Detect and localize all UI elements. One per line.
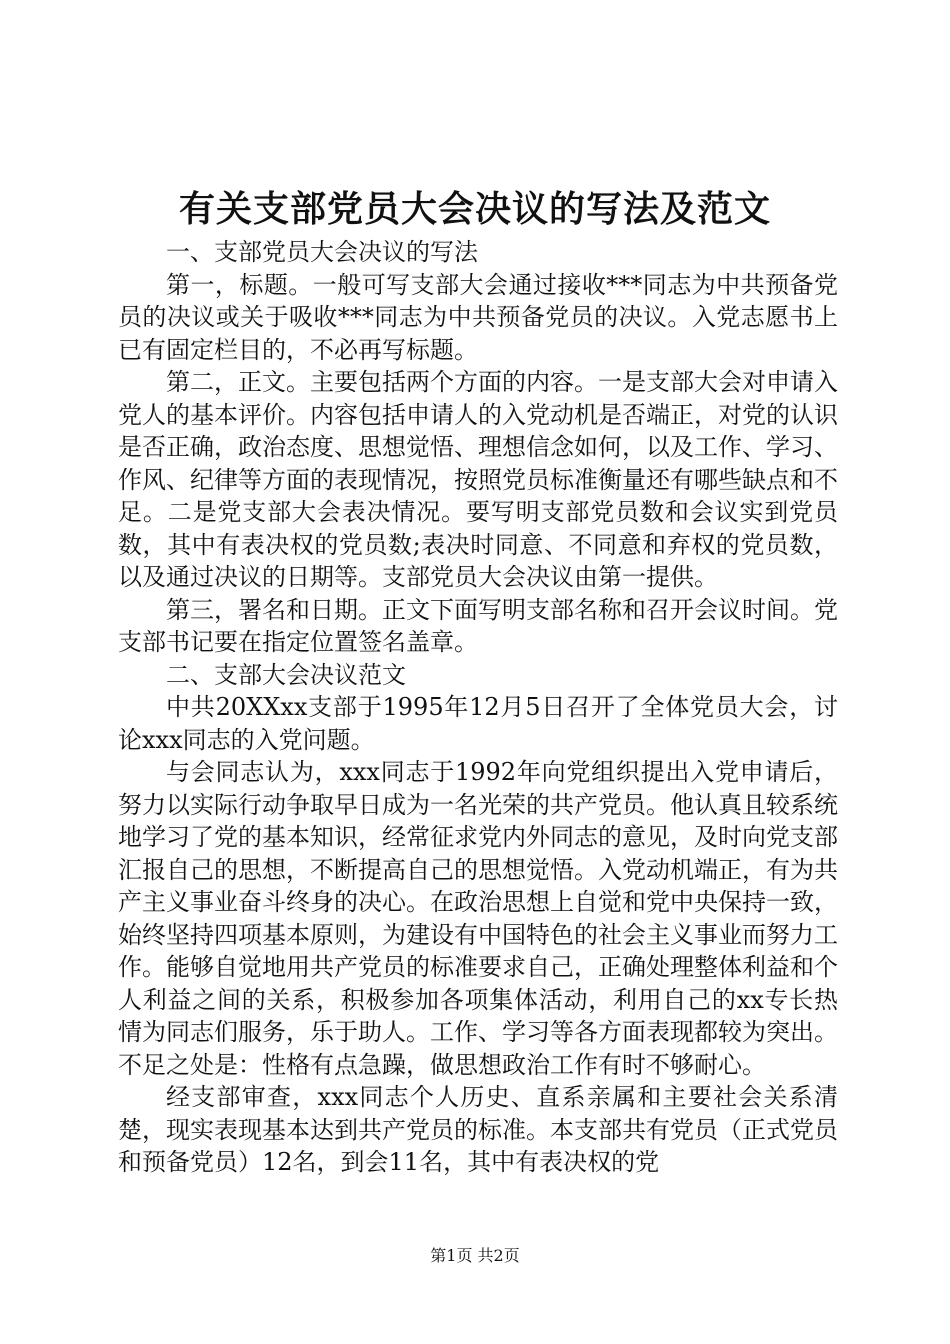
section-heading-sample: 二、支部大会决议范文	[166, 660, 406, 689]
section-heading-writing-method: 一、支部党员大会决议的写法	[166, 238, 478, 266]
paragraph-review: 经支部审查，xxx同志个人历史、直系亲属和主要社会关系清楚，现实表现基本达到共产党员的标准。本支部共有党员（正式党员和预备党员）12名，到会11名，其中有表决权的党	[118, 1083, 838, 1176]
paragraph-meeting-intro: 中共20XXxx支部于1995年12月5日召开了全体党员大会，讨论xxx同志的入党问题。	[118, 693, 838, 754]
paragraph-evaluation: 与会同志认为，xxx同志于1992年向党组织提出入党申请后，努力以实际行动争取早日成为一名光荣的共产党员。他认真且较系统地学习了党的基本知识，经常征求党内外同志的意见，及时向党支部汇报自己的思想，不断提高自己的思想觉悟。入党动机端正，有为共产主义事业奋斗终身的决心。在政治思想上自觉和党中央保持一致，始终坚持四项基本原则，为建设有中国特色的社会主义事业而努力工作。能够自觉地用共产党员的标准要求自己，正确处理整体利益和个人利益之间的关系，积极参加各项集体活动，利用自己的xx专长热情为同志们服务，乐于助人。工作、学习等各方面表现都较为突出。不足之处是：性格有点急躁，做思想政治工作有时不够耐心。	[118, 758, 838, 1079]
document-body	[118, 236, 838, 1179]
paragraph-body-rule: 第二，正文。主要包括两个方面的内容。一是支部大会对申请入党人的基本评价。内容包括申请人的入党动机是否端正，对党的认识是否正确，政治态度、思想觉悟、理想信念如何，以及工作、学习、作风、纪律等方面的表现情况，按照党员标准衡量还有哪些缺点和不足。二是党支部大会表决情况。要写明支部党员数和会议实到党员数，其中有表决权的党员数;表决时同意、不同意和弃权的党员数，以及通过决议的日期等。支部党员大会决议由第一提供。	[118, 368, 838, 591]
paragraph-title-rule: 第一，标题。一般可写支部大会通过接收***同志为中共预备党员的决议或关于吸收***同志为中共预备党员的决议。入党志愿书上已有固定栏目的，不必再写标题。	[118, 270, 838, 364]
document-title: 有关支部党员大会决议的写法及范文	[178, 188, 771, 230]
paragraph-signature-rule: 第三，署名和日期。正文下面写明支部名称和召开会议时间。党支部书记要在指定位置签名盖章。	[118, 595, 838, 656]
page-number-footer: 第1页 共2页	[430, 1246, 520, 1265]
